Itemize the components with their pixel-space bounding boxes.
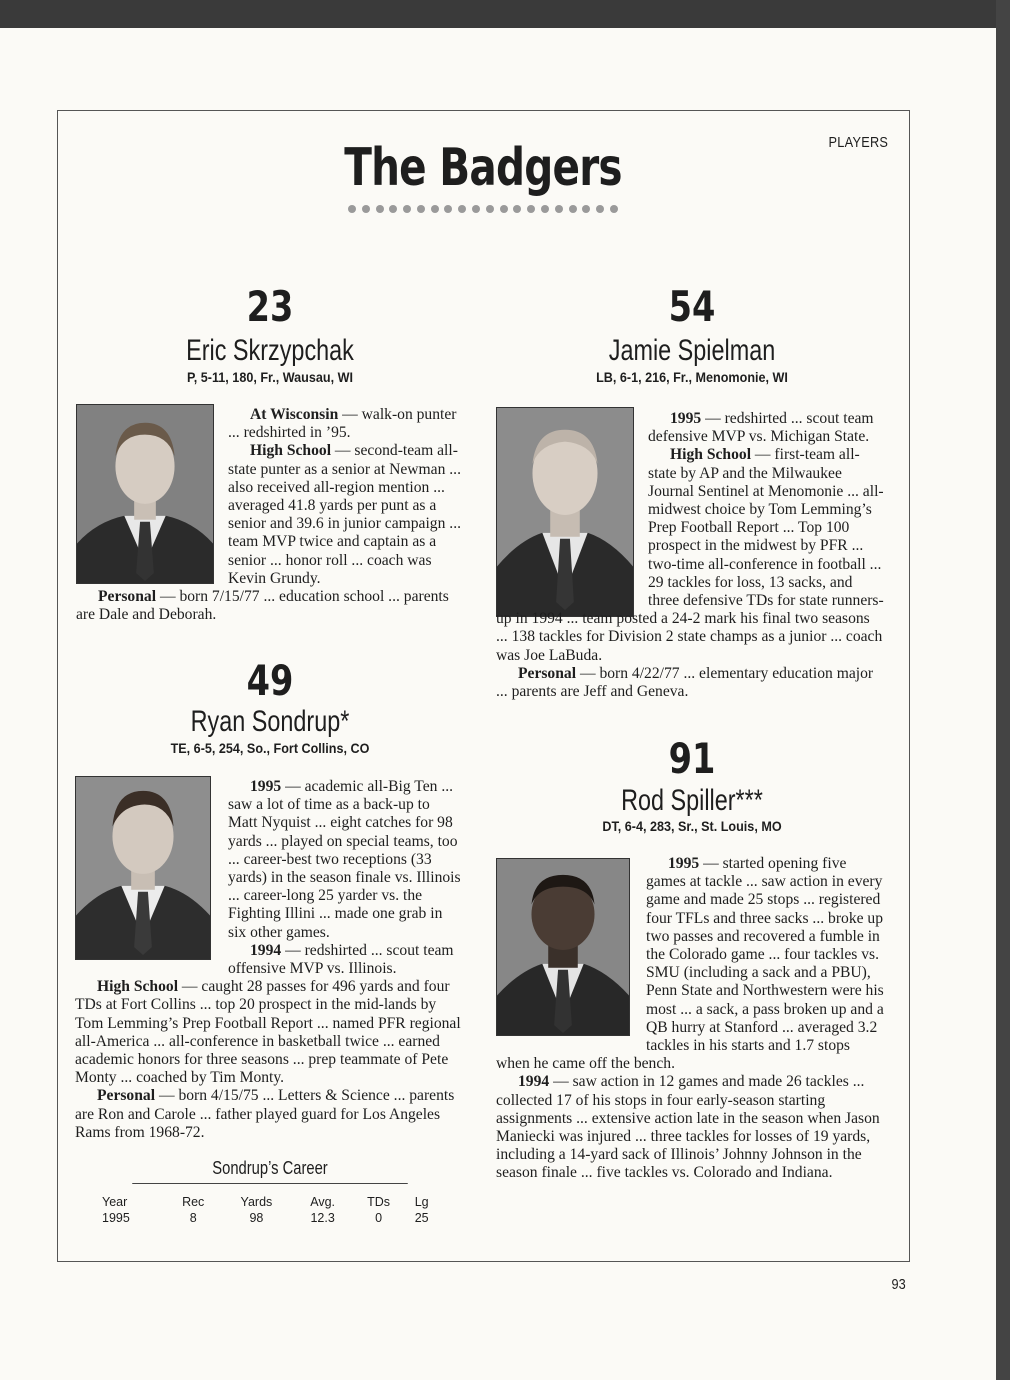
player-number: 91 (668, 734, 716, 783)
player-bio: At Wisconsin — walk-on punter ... redshirted in ’95. High School — second-team all-state punter as a senior at Newman ... also received all-region mention ... averaged 41.8 yards per punt as a senior and 39.6 in junior campaign ... team MVP twice and captain as a senior ... honor roll ... coach was Kevin Grundy. Personal — born 7/15/77 ... education school ... parents are Dale and Deborah. (76, 406, 461, 624)
title-dot-rule (348, 205, 618, 213)
player-number: 23 (246, 282, 294, 331)
player-name: Ryan Sondrup* (190, 705, 350, 738)
player-number: 54 (668, 282, 716, 331)
player-bio: 1995 — started opening five games at tackle ... saw action in every game and made 25 stops ... registered four TFLs and three sacks ... broke up two passes and recovered a fumble in the Colorado game ... four tackles vs. SMU (including a sack and a PBU), Penn State and Northwestern were his most ... a sack, a pass broken up and a QB hurry at Stanford ... averaged 3.2 tackles in his starts and 1.7 stops when he came off the bench. 1994 — saw action in 12 games and made 26 tackles ... collected 17 of his stops in four early-season starting assignments ... extensive action late in the season when Jason Maniecki was injured ... three tackles for losses of 19 yards, including a 14-yard sack of Illinois’ Johnny Johnson in the season finale ... five tackles vs. Colorado and Indiana. (496, 855, 884, 1182)
player-info: DT, 6-4, 283, Sr., St. Louis, MO (602, 818, 782, 834)
career-stats-box (102, 1158, 438, 1226)
scan-top-border (0, 0, 1010, 28)
player-name: Jamie Spielman (608, 334, 776, 367)
section-label: PLAYERS (828, 134, 888, 151)
page-number: 93 (891, 1276, 906, 1293)
player-number: 49 (246, 656, 294, 705)
player-name: Eric Skrzypchak (186, 334, 354, 367)
player-name: Rod Spiller*** (621, 784, 763, 817)
page-title: The Badgers (344, 138, 622, 198)
career-title: Sondrup’s Career (132, 1158, 408, 1184)
player-info: LB, 6-1, 216, Fr., Menomonie, WI (596, 369, 788, 385)
player-info: TE, 6-5, 254, So., Fort Collins, CO (170, 740, 370, 756)
player-info: P, 5-11, 180, Fr., Wausau, WI (187, 369, 353, 385)
player-bio: 1995 — academic all-Big Ten ... saw a lot of time as a back-up to Matt Nyquist ... eight catches for 98 yards ... played on special teams, too ... career-best two receptions (33 yards) in the season finale vs. Illinois ... career-long 25 yarder vs. the Fighting Illini ... made one grab in six other games. 1994 — redshirted ... scout team offensive MVP vs. Illinois. High School — caught 28 passes for 496 yards and four TDs at Fort Collins ... top 20 prospect in the mid-lands by Tom Lemming’s Prep Football Report ... named PFR regional all-America ... all-conference in basketball twice ... earned academic honors for three seasons ... prep teammate of Pete Monty ... coached by Tim Monty. Personal — born 4/15/75 ... Letters & Science ... parents are Ron and Carole ... father played guard for Los Angeles Rams from 1968-72. (75, 778, 461, 1141)
career-table (102, 1194, 438, 1226)
player-bio: 1995 — redshirted ... scout team defensive MVP vs. Michigan State. High School — first-team all-state by AP and the Milwaukee Journal Sentinel at Menomonie ... all-midwest choice by Tom Lemming’s Prep Football Report ... Top 100 prospect in the midwest by PFR ... two-time all-conference in football ... 29 tackles for loss, 13 sacks, and three defensive TDs for state runners-up in 1994 ... team posted a 24-2 mark his final two seasons ... 138 tackles for Division 2 state champs as a junior ... coach was Joe LaBuda. Personal — born 4/22/77 ... elementary education major ... parents are Jeff and Geneva. (496, 410, 884, 701)
scan-right-border (996, 0, 1010, 1380)
table-row: 1995 8 98 12.3 0 25 (102, 1211, 429, 1225)
table-header-row: Year Rec Yards Avg. TDs Lg (102, 1195, 429, 1209)
